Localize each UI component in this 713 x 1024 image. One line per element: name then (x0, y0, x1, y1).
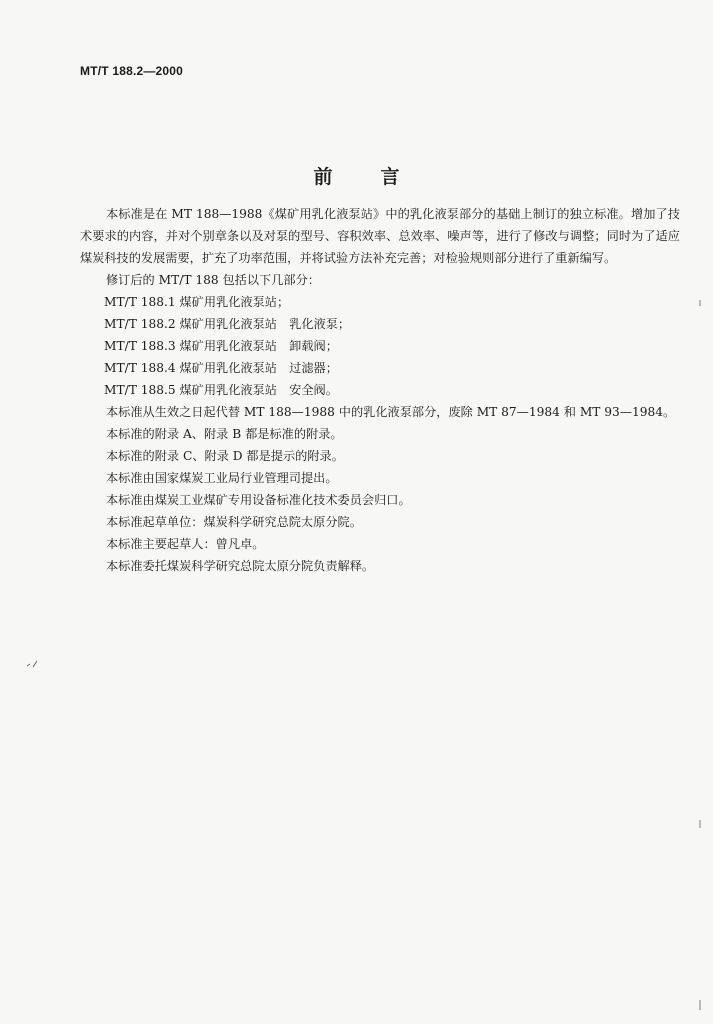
page-title: 前言 (313, 166, 448, 188)
proposed-by: 本标准由国家煤炭工业局行业管理司提出。 (106, 471, 338, 485)
intro-paragraph: 本标准是在 MT 188—1988《煤矿用乳化液泵站》中的乳化液泵部分的基础上制订的独立标准。增加了技术要求的内容，并对个别章条以及对泵的型号、容积效率、总效率、噪声等，进行了修改与调整；同时为了适应煤炭科技的发展需要，扩充了功率范围，并将试验方法补充完善；对检验规则部分进行了重新编写。 (80, 207, 680, 265)
appendix-informative: 本标准的附录 C、附录 D 都是提示的附录。 (106, 449, 344, 463)
appendix-normative: 本标准的附录 A、附录 B 都是标准的附录。 (106, 427, 343, 441)
scan-edge-mark (699, 1000, 701, 1010)
part-item: MT/T 188.2 煤矿用乳化液泵站 乳化液泵； (104, 317, 351, 331)
foreword-body (80, 203, 680, 577)
part-item: MT/T 188.4 煤矿用乳化液泵站 过滤器； (104, 361, 338, 375)
standard-code: MT/T 188.2—2000 (80, 64, 184, 78)
scan-artifact-icon (26, 660, 40, 668)
part-item: MT/T 188.5 煤矿用乳化液泵站 安全阀。 (104, 383, 338, 397)
managed-by: 本标准由煤炭工业煤矿专用设备标准化技术委员会归口。 (106, 493, 411, 507)
parts-lead: 修订后的 MT/T 188 包括以下几部分： (106, 273, 320, 287)
main-drafter: 本标准主要起草人：曾凡卓。 (106, 537, 265, 551)
part-item: MT/T 188.1 煤矿用乳化液泵站； (104, 295, 290, 309)
scan-edge-mark (699, 300, 701, 306)
scan-edge-mark (699, 820, 701, 828)
part-item: MT/T 188.3 煤矿用乳化液泵站 卸载阀； (104, 339, 338, 353)
interpretation: 本标准委托煤炭科学研究总院太原分院负责解释。 (106, 559, 375, 573)
drafting-unit: 本标准起草单位：煤炭科学研究总院太原分院。 (106, 515, 362, 529)
replaces-paragraph: 本标准从生效之日起代替 MT 188—1988 中的乳化液泵部分，废除 MT 87—1984 和 MT 93—1984。 (106, 405, 676, 419)
